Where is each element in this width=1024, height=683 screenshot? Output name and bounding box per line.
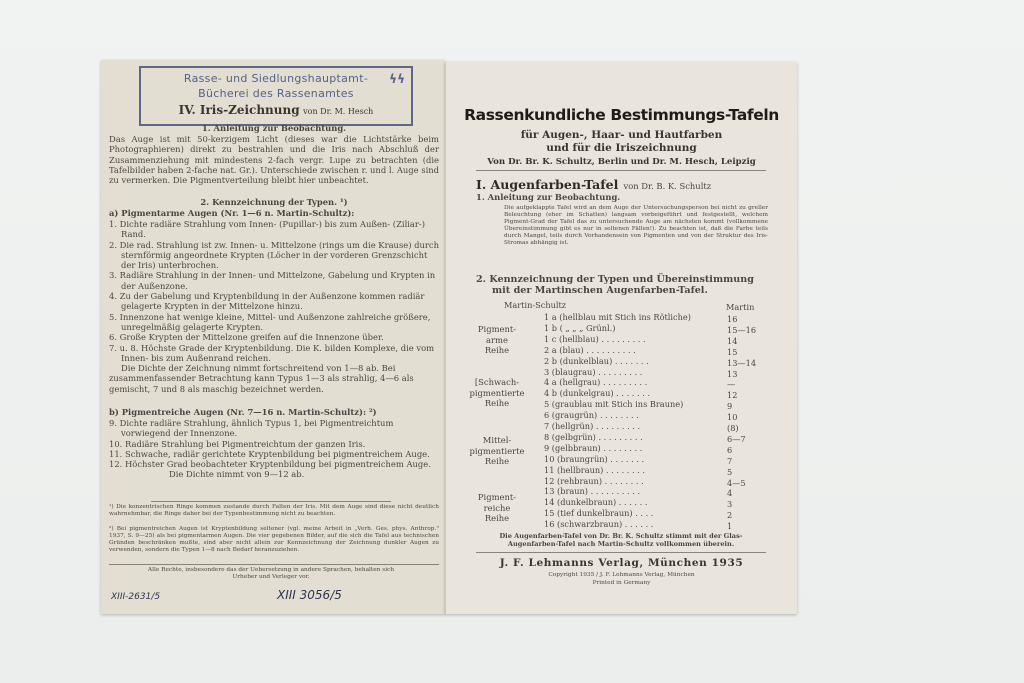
stamp-line-1: Rasse- und Siedlungshauptamt-	[183, 72, 369, 85]
handwritten-inventory-2: XIII 3056/5	[277, 588, 342, 602]
density-note: Die Dichte der Zeichnung nimmt fortschreitend von 1—8 ab. Bei zusammenfassender Betrachtung kann Typus 1—3 als strahlig, 4—6 als gemischt, 7 und 8 als maschig bezeichnet werden.	[109, 363, 414, 394]
table-row-code: 8 (gelbgrün) . . . . . . . . .	[544, 431, 643, 442]
list-item: 10. Radiäre Strahlung bei Pigmentreichtum der ganzen Iris.	[109, 438, 366, 449]
table-row-martin: 4	[727, 488, 733, 499]
pigmentarm-heading: a) Pigmentarme Augen (Nr. 1—6 n. Martin-Schultz):	[109, 208, 355, 218]
table-row-code: 1 c (hellblau) . . . . . . . . .	[544, 333, 646, 344]
handwritten-inventory-1: XIII-2631/5	[111, 592, 161, 602]
list-item: 9. Dichte radiäre Strahlung, ähnlich Typus 1, bei Pigmentreichtum vorwiegend der Innenzone.	[109, 418, 394, 439]
iris-title	[141, 103, 411, 117]
list-item: 6. Große Krypten der Mittelzone greifen auf die Innenzone über.	[109, 332, 384, 343]
table-row-code: 14 (dunkelbraun) . . . . . .	[544, 497, 648, 508]
column-header-martin: Martin	[726, 302, 755, 312]
right-section1-text: Die aufgeklappte Tafel wird an dem Auge der Untersuchungsperson bei nicht zu greller Beleuchtung (eher im Schatten) langsam vorbeigeführt und festgestellt, welchem Pigment-Grad der Tafel das zu untersuchende Auge am nächsten kommt (vollkommene Übereinstimmung gibt es nur in seltenen Fällen!). Zu beachten ist, daß die Farbe teils durch Mangel, teils durch Vorhandensein von Pigmenten und von der Struktur des Iris-Stromas abhängig ist.	[504, 205, 768, 246]
group-schwach: [Schwach- pigmentierte Reihe	[469, 377, 525, 408]
printed-in: Printed in Germany	[592, 580, 651, 586]
table-row-martin: (8)	[727, 423, 739, 433]
table-row-code: 3 (blaugrau) . . . . . . . . .	[544, 366, 643, 377]
ss-runes-icon: ϟϟ	[389, 72, 405, 86]
list-item: 2. Die rad. Strahlung ist zw. Innen- u. Mittelzone (rings um die Krause) durch sternförmig angeordnete Krypten (Löcher in der vorderen Grenzschicht der Iris) unterbrochen.	[109, 239, 439, 271]
table-row-code: 10 (braungrün) . . . . . . .	[544, 453, 645, 464]
iris-title-text: IV. Iris-Zeichnung	[178, 103, 300, 117]
copyright: Copyright 1935 / J. F. Lehmanns Verlag, München	[548, 572, 695, 578]
list-item: 12. Höchster Grad beobachteter Kryptenbildung bei pigmentreichem Auge.	[109, 459, 431, 470]
table-row-code: 2 b (dunkelblau) . . . . . . .	[544, 355, 649, 366]
table-row-code: 16 (schwarzbraun) . . . . . .	[544, 519, 654, 530]
density-note-b: Die Dichte nimmt von 9—12 ab.	[169, 469, 305, 480]
concordance-note: Die Augenfarben-Tafel von Dr. Br. K. Schultz stimmt mit der Glas-Augenfarben-Tafel nach Martin-Schultz vollkommen überein.	[499, 532, 743, 548]
table-row-martin: 9	[727, 401, 733, 412]
group-pigmentreich: Pigment- reiche Reihe	[477, 492, 517, 523]
section-I-author: von Dr. B. K. Schultz	[623, 181, 712, 191]
library-stamp	[139, 66, 413, 126]
group-pigmentarm: Pigment- arme Reihe	[477, 324, 517, 355]
footnote-2: ²) Bei pigmentreichen Augen ist Kryptenbildung seltener (vgl. meine Arbeit in „Verh. Ges. phys. Anthrop." 1937, S. 9—25) als bei pigmentarmen Augen. Die vier gegebenen Bilder, auf die sich die Tafel aus technischen Gründen beschränken mußte, sind aber nicht allein zur Kennzeichnung der Zeichnung dunkler Augen zu verwenden, sondern die Typen 1—8 nach Bedarf heranzuziehen.	[109, 526, 439, 553]
table-row-martin: 7	[727, 455, 733, 466]
subtitle-2: und für die Iriszeichnung	[546, 142, 697, 154]
table-row-code: 12 (rehbraun) . . . . . . . .	[544, 475, 644, 486]
footnote-1: ¹) Die konzentrischen Ringe kommen zustande durch Falten der Iris. Mit dem Auge sind diese nicht deutlich wahrnehmbar, die Ringe daher bei der Typenbestimmung nicht zu beachten.	[109, 504, 439, 517]
iris-author: von Dr. M. Hesch	[303, 107, 374, 116]
list-item: 4. Zu der Gabelung und Kryptenbildung in der Außenzone kommen radiär gelagerte Krypten in der Mittelzone hinzu.	[109, 291, 425, 312]
right-section2-heading-2: mit der Martinschen Augenfarben-Tafel.	[492, 285, 708, 296]
table-row-martin: 13—14	[727, 357, 757, 368]
subtitle-1: für Augen-, Haar- und Hautfarben	[520, 129, 723, 141]
table-row-code: 5 (graublau mit Stich ins Braune)	[544, 399, 684, 410]
main-title: Rassenkundliche Bestimmungs-Tafeln	[464, 106, 779, 124]
table-row-martin: —	[727, 379, 736, 390]
footnote-divider	[151, 501, 391, 502]
table-row-code: 1 a (hellblau mit Stich ins Rötliche)	[544, 312, 691, 322]
table-row-martin: 6	[727, 444, 733, 455]
table-row-martin: 15—16	[727, 324, 757, 335]
table-row-code: 1 b ( „ „ „ Grünl.)	[544, 322, 616, 333]
list-item: 5. Innenzone hat wenige kleine, Mittel- und Außenzone zahlreiche größere, unregelmäßig gelagerte Krypten.	[109, 311, 431, 332]
left-page	[101, 60, 445, 614]
pigmentarm-list	[109, 219, 439, 394]
table-row-code: 9 (gelbbraun) . . . . . . . .	[544, 442, 643, 453]
right-section1-heading: 1. Anleitung zur Beobachtung.	[476, 192, 621, 202]
authors-byline: Von Dr. Br. K. Schultz, Berlin und Dr. M. Hesch, Leipzig	[487, 157, 756, 167]
table-row-code: 7 (hellgrün) . . . . . . . . .	[544, 421, 641, 431]
table-row-martin: 6—7	[727, 433, 746, 444]
table-row-martin: 10	[727, 412, 738, 423]
left-section1-text: Das Auge ist mit 50-kerzigem Licht (dieses war die Lichtstärke beim Photographieren) direkt zu bestrahlen und die Iris nach Abschluß der Zusammenziehung mit mindestens 2-fach vergr. Lupe zu betrachten (die Tafelbilder haben 2-fache nat. Gr.). Unterschiede zwischen r. und l. Auge sind zu vermerken. Die Pigmentverteilung bleibt hier unbeachtet.	[109, 134, 439, 186]
table-row-martin: 14	[727, 335, 738, 346]
right-page	[445, 62, 797, 614]
list-item: 11. Schwache, radiär gerichtete Kryptenbildung bei pigmentreichem Auge.	[109, 448, 430, 459]
table-row-martin: 3	[727, 499, 733, 510]
title-divider	[476, 170, 766, 171]
table-row-martin: 5	[727, 466, 733, 477]
table-row-martin: 12	[727, 390, 738, 401]
group-mittel: Mittel- pigmentierte Reihe	[469, 435, 525, 466]
left-section2-heading: 2. Kennzeichnung der Typen. ¹)	[200, 197, 348, 207]
section-I-heading	[476, 174, 711, 193]
pigmentreich-list	[109, 418, 439, 480]
table-row-code: 4 a (hellgrau) . . . . . . . . .	[544, 377, 648, 388]
table-row-code: 4 b (dunkelgrau) . . . . . . .	[544, 388, 651, 399]
publisher-divider	[476, 552, 766, 553]
table-row-martin: 13	[727, 368, 738, 379]
list-item: 3. Radiäre Strahlung in der Innen- und Mittelzone, Gabelung und Krypten in der Außenzone.	[109, 270, 436, 291]
right-section2-heading-1: 2. Kennzeichnung der Typen und Übereinstimmung	[476, 274, 754, 285]
table-row-martin: 15	[727, 346, 738, 357]
stamp-line-2: Bücherei des Rassenamtes	[198, 87, 354, 100]
table-row-martin: 4—5	[727, 477, 746, 488]
rights-divider	[109, 564, 439, 565]
pigmentreich-heading: b) Pigmentreiche Augen (Nr. 7—16 n. Martin-Schultz): ²)	[109, 407, 377, 417]
table-row-code: 13 (braun) . . . . . . . . . .	[544, 486, 641, 497]
table-row-code: 2 a (blau) . . . . . . . . . .	[544, 344, 636, 355]
table-row-martin: 2	[727, 510, 733, 521]
table-row-code: 15 (tief dunkelbraun) . . . .	[544, 508, 654, 519]
left-section1-heading: 1. Anleitung zur Beobachtung.	[201, 123, 347, 133]
list-item: 1. Dichte radiäre Strahlung vom Innen- (Pupillar-) bis zum Außen- (Ziliar-) Rand.	[109, 219, 426, 240]
table-row-code: 11 (hellbraun) . . . . . . . .	[544, 464, 645, 475]
table-row-martin: 1	[727, 521, 733, 532]
column-header-martin-schultz: Martin-Schultz	[504, 300, 567, 310]
table-row-code: 6 (graugrün) . . . . . . . .	[544, 410, 639, 421]
list-item: 7. u. 8. Höchste Grade der Kryptenbildung. Die K. bilden Komplexe, die vom Innen- bis zum Außenrand reichen.	[109, 342, 435, 363]
section-I-title: I. Augenfarben-Tafel	[476, 177, 619, 192]
rights-notice: Alle Rechte, insbesondere das der Uebersetzung in andere Sprachen, behalten sich Urheber und Verleger vor.	[147, 567, 395, 580]
table-row-martin: 16	[727, 314, 738, 324]
publisher: J. F. Lehmanns Verlag, München 1935	[499, 557, 744, 569]
